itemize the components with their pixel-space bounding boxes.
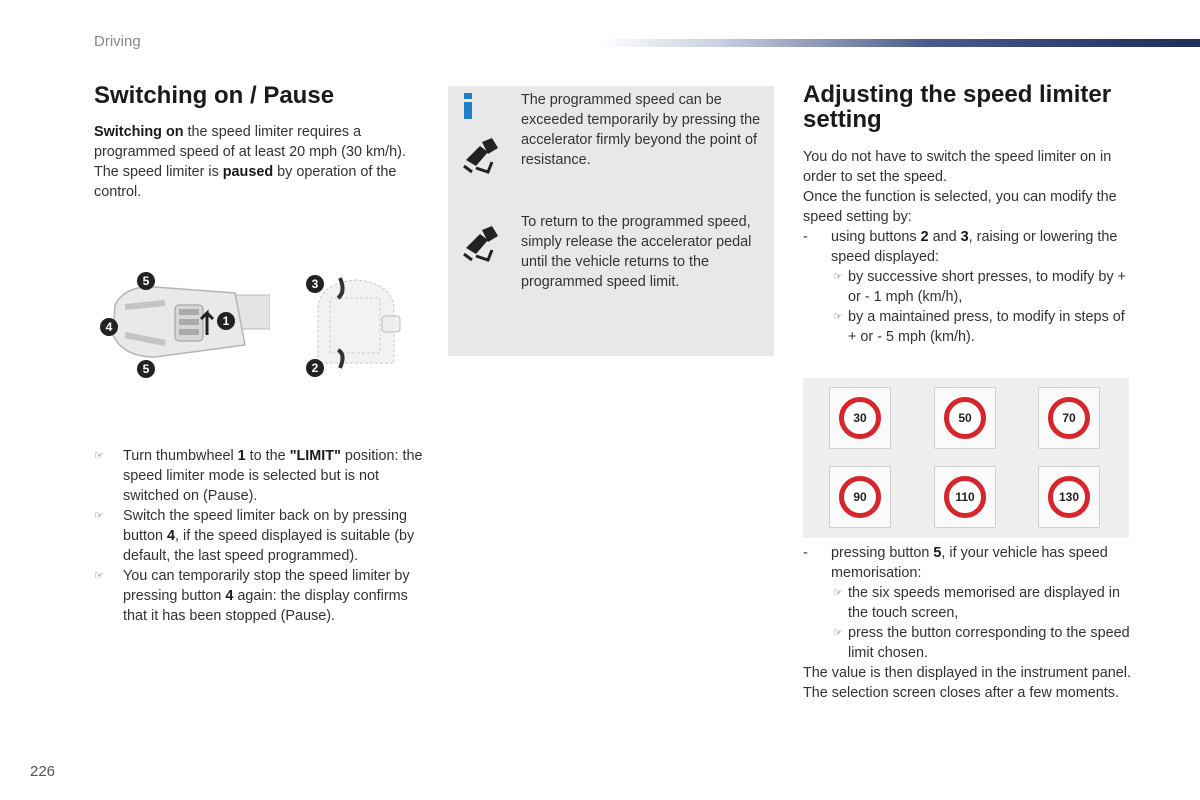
intro-bold-switching-on: Switching on (94, 124, 184, 140)
item-bold: 2 (920, 229, 929, 245)
callout-label-4: 4 (105, 320, 113, 334)
item-text: and (928, 229, 961, 245)
left-intro (94, 122, 424, 202)
bullet-bold: "LIMIT" (289, 448, 341, 464)
list-item (94, 446, 424, 506)
list-item (803, 543, 1133, 583)
pointing-hand-icon: ☞ (833, 311, 843, 323)
intro-bold-paused: paused (222, 164, 274, 180)
accelerator-pedal-icon (458, 132, 506, 180)
info-text-return: To return to the programmed speed, simply release the accelerator pedal until the vehicle returns to the programmed speed limit. (521, 214, 752, 290)
speed-sign-value: 90 (839, 476, 881, 518)
speed-sign-value: 30 (839, 397, 881, 439)
speed-signs-panel (803, 378, 1129, 538)
item-text: using buttons (831, 229, 921, 245)
callout-label-5-bottom: 5 (142, 362, 150, 376)
header-rule (600, 39, 1200, 47)
pointing-hand-icon: ☞ (94, 510, 104, 522)
info-icon (461, 93, 475, 119)
left-bullet-list (94, 446, 424, 626)
steering-wheel-buttons-illustration (300, 268, 412, 383)
pointing-hand-icon: ☞ (94, 570, 104, 582)
page-number: 226 (30, 763, 56, 780)
list-item (803, 227, 1133, 267)
bullet-bold: 1 (237, 448, 246, 464)
bullet-text: to the (245, 448, 290, 464)
bullet-text: again: the display confirms that it has been stopped (Pause). (123, 588, 408, 624)
sub-list-item (803, 583, 1133, 623)
right-text-block-2 (803, 543, 1133, 703)
speed-sign-value: 70 (1048, 397, 1090, 439)
bullet-text: position: the speed limiter mode is selected but is not switched on (Pause). (123, 448, 423, 504)
intro-text-2: by operation of the control. (94, 164, 397, 200)
pointing-hand-icon: ☞ (833, 271, 843, 283)
bullet-text: You can temporarily stop the speed limiter by pressing button (123, 568, 410, 604)
right-title: Adjusting the speed limiter setting (803, 81, 1112, 133)
speed-sign (1038, 387, 1100, 449)
intro-text-1: the speed limiter requires a programmed speed of at least 20 mph (30 km/h). The speed limiter is (94, 124, 406, 180)
pointing-hand-icon: ☞ (833, 627, 843, 639)
callout-label-2: 2 (311, 361, 319, 375)
speed-sign (829, 387, 891, 449)
item-text: , if your vehicle has speed memorisation: (831, 545, 1108, 581)
sub-list-item (803, 623, 1133, 663)
paragraph: The selection screen closes after a few moments. (803, 685, 1119, 701)
item-text: by a maintained press, to modify in steps of + or - 5 mph (km/h). (848, 309, 1125, 345)
speed-sign (829, 466, 891, 528)
speed-sign (934, 466, 996, 528)
item-text: , raising or lowering the speed displayed: (831, 229, 1118, 265)
bullet-bold: 4 (167, 528, 176, 544)
stalk-control-illustration (95, 265, 270, 385)
left-title: Switching on / Pause (94, 82, 335, 109)
pointing-hand-icon: ☞ (833, 587, 843, 599)
list-item (94, 566, 424, 626)
speed-sign (934, 387, 996, 449)
paragraph: The value is then displayed in the instrument panel. (803, 665, 1131, 681)
callout-label-3: 3 (311, 277, 319, 291)
item-bold: 5 (933, 545, 942, 561)
item-bold: 3 (960, 229, 969, 245)
speed-sign-value: 130 (1048, 476, 1090, 518)
bullet-text: , if the speed displayed is suitable (by default, the last speed programmed). (123, 528, 415, 564)
info-text-exceed: The programmed speed can be exceeded temporarily by pressing the accelerator firmly beyond the point of resistance. (521, 92, 761, 168)
sub-list-item (803, 267, 1133, 307)
accelerator-pedal-icon (458, 220, 506, 268)
item-text: press the button corresponding to the speed limit chosen. (848, 625, 1130, 661)
paragraph: Once the function is selected, you can modify the speed setting by: (803, 189, 1117, 225)
section-label: Driving (94, 33, 141, 50)
bullet-text: Switch the speed limiter back on by pressing button (123, 508, 407, 544)
dash-marker: - (803, 229, 808, 245)
sub-list-item (803, 307, 1133, 347)
callout-label-1: 1 (222, 314, 230, 328)
bullet-text: Turn thumbwheel (123, 448, 238, 464)
dash-marker: - (803, 545, 808, 561)
list-item (94, 506, 424, 566)
speed-sign (1038, 466, 1100, 528)
item-text: by successive short presses, to modify by + or - 1 mph (km/h), (848, 269, 1126, 305)
callout-label-5-top: 5 (142, 274, 150, 288)
item-text: the six speeds memorised are displayed in the touch screen, (848, 585, 1120, 621)
speed-sign-value: 50 (944, 397, 986, 439)
paragraph: You do not have to switch the speed limiter on in order to set the speed. (803, 149, 1112, 185)
item-text: pressing button (831, 545, 934, 561)
right-text-block (803, 147, 1133, 347)
pointing-hand-icon: ☞ (94, 450, 104, 462)
speed-sign-value: 110 (944, 476, 986, 518)
bullet-bold: 4 (225, 588, 234, 604)
